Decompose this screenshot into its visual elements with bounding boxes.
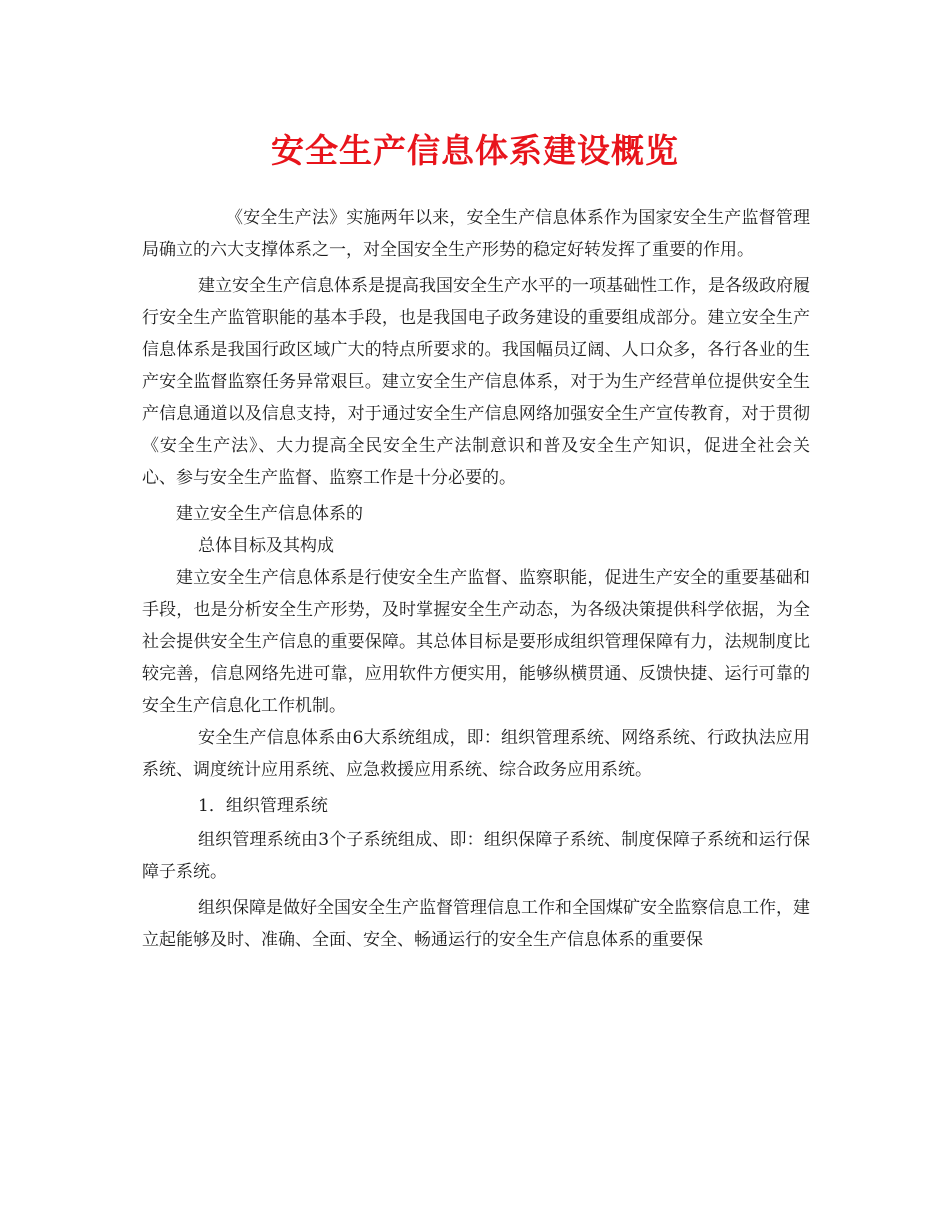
document-body <box>142 202 810 960</box>
paragraph-intro: 《安全生产法》实施两年以来，安全生产信息体系作为国家安全生产监督管理局确立的六大支撑体系之一，对全国安全生产形势的稳定好转发挥了重要的作用。 <box>142 208 810 260</box>
paragraph-org-management: 组织管理系统由3个子系统组成、即：组织保障子系统、制度保障子系统和运行保障子系统。 <box>142 830 810 882</box>
section-heading-part-2: 总体目标及其构成 <box>198 536 334 556</box>
paragraph-org-guarantee: 组织保障是做好全国安全生产监督管理信息工作和全国煤矿安全监察信息工作，建立起能够及时、准确、全面、安全、畅通运行的安全生产信息体系的重要保 <box>142 898 810 950</box>
paragraph-goal: 建立安全生产信息体系是行使安全生产监督、监察职能，促进生产安全的重要基础和手段，也是分析安全生产形势，及时掌握安全生产动态，为各级决策提供科学依据，为全社会提供安全生产信息的重要保障。其总体目标是要形成组织管理保障有力，法规制度比较完善，信息网络先进可靠，应用软件方便实用，能够纵横贯通、反馈快捷、运行可靠的安全生产信息化工作机制。 <box>142 568 810 716</box>
document-title: 安全生产信息体系建设概览 <box>271 131 679 170</box>
list-item-heading-1: 1．组织管理系统 <box>198 796 328 816</box>
paragraph-systems: 安全生产信息体系由6大系统组成，即：组织管理系统、网络系统、行政执法应用系统、调度统计应用系统、应急救援应用系统、综合政务应用系统。 <box>142 728 810 780</box>
section-heading-part-1: 建立安全生产信息体系的 <box>176 504 363 524</box>
paragraph-importance: 建立安全生产信息体系是提高我国安全生产水平的一项基础性工作，是各级政府履行安全生产监管职能的基本手段，也是我国电子政务建设的重要组成部分。建立安全生产信息体系是我国行政区域广大的特点所要求的。我国幅员辽阔、人口众多，各行各业的生产安全监督监察任务异常艰巨。建立安全生产信息体系，对于为生产经营单位提供安全生产信息通道以及信息支持，对于通过安全生产信息网络加强安全生产宣传教育，对于贯彻《安全生产法》、大力提高全民安全生产法制意识和普及安全生产知识，促进全社会关心、参与安全生产监督、监察工作是十分必要的。 <box>142 276 810 488</box>
